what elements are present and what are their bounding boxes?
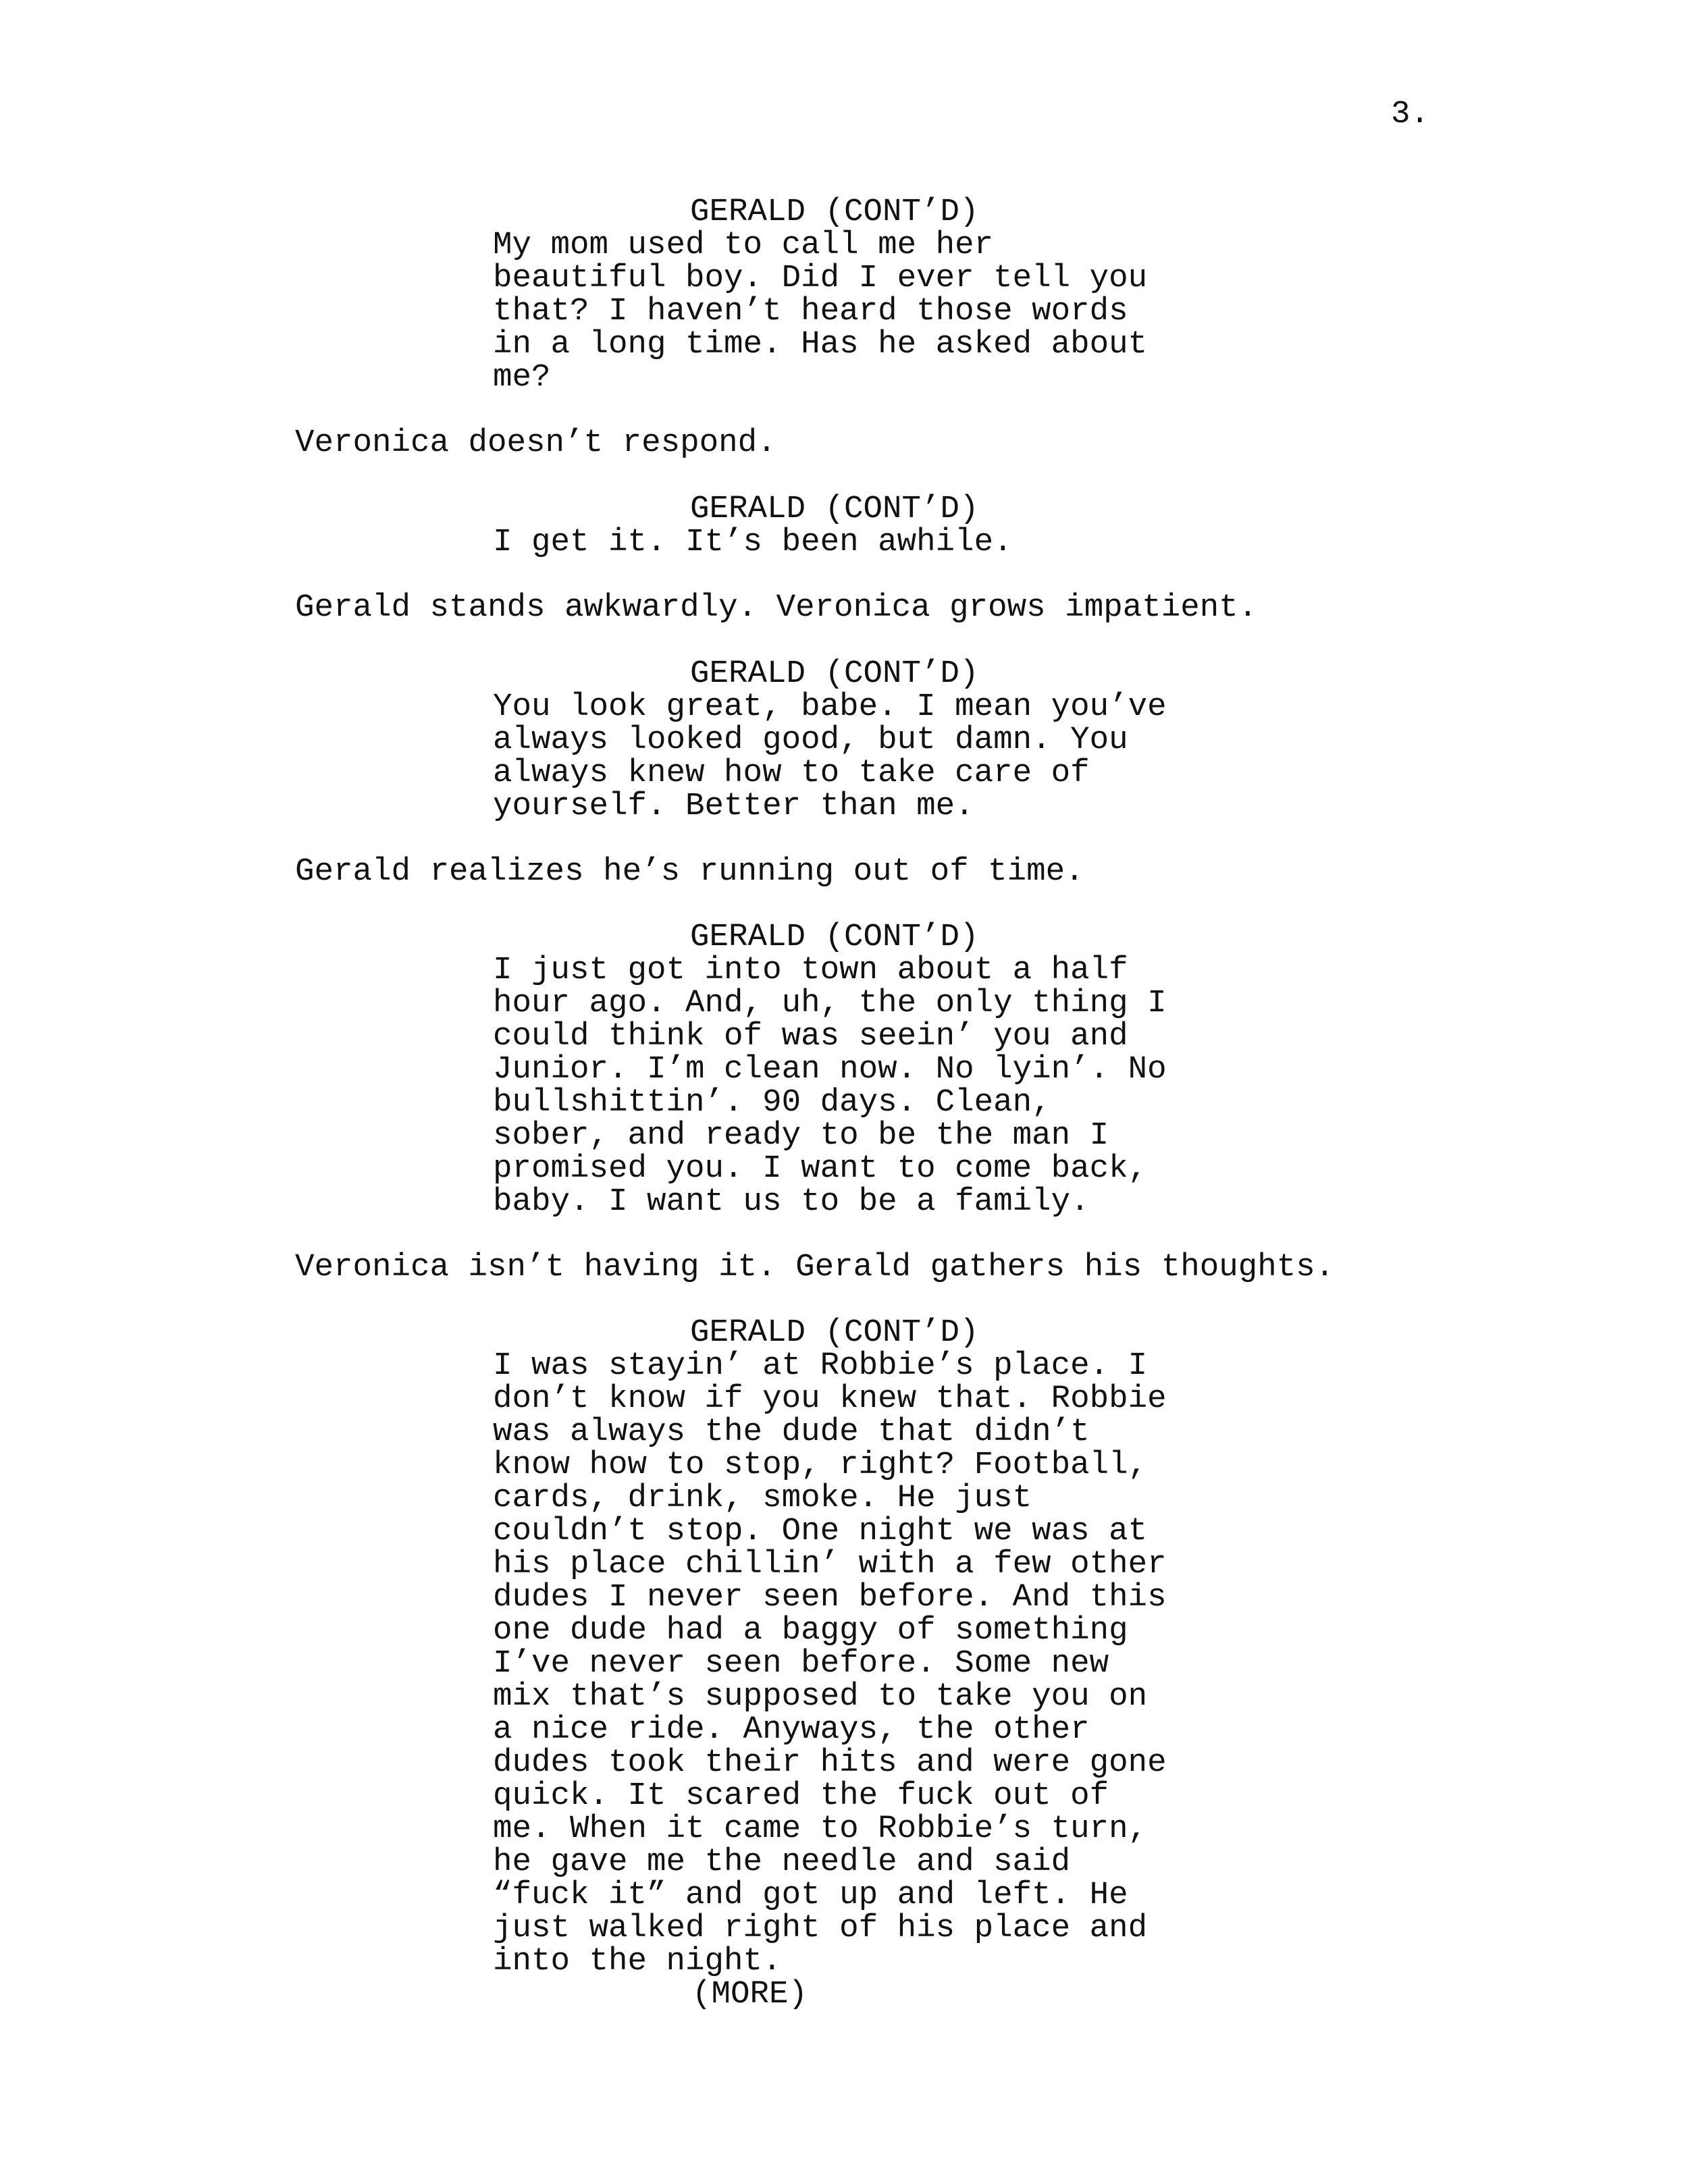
dialogue-block: I get it. It’s been awhile. (493, 524, 1013, 560)
dialogue-block: You look great, babe. I mean you’ve always looked good, but damn. You always knew how to take care of yourself. Better than me. (493, 689, 1167, 824)
character-cue: GERALD (CONT’D) (690, 656, 979, 692)
action-line: Gerald stands awkwardly. Veronica grows impatient. (295, 589, 1258, 626)
character-cue: GERALD (CONT’D) (690, 1314, 979, 1351)
action-line: Veronica doesn’t respond. (295, 425, 776, 461)
character-cue: GERALD (CONT’D) (690, 919, 979, 955)
dialogue-block: I just got into town about a half hour ago. And, uh, the only thing I could think of was seein’ you and Junior. I’m clean now. No lyin’. No bullshittin’. 90 days. Clean, sober, and ready to be the man I promised you. I want to come back, baby. I want us to be a family. (493, 952, 1167, 1220)
more-continuation: (MORE) (692, 1976, 808, 2013)
action-line: Veronica isn’t having it. Gerald gathers his thoughts. (295, 1249, 1335, 1285)
character-cue: GERALD (CONT’D) (690, 194, 979, 230)
character-cue: GERALD (CONT’D) (690, 491, 979, 527)
dialogue-block: My mom used to call me her beautiful boy. Did I ever tell you that? I haven’t heard those words in a long time. Has he asked about me? (493, 227, 1148, 396)
action-line: Gerald realizes he’s running out of time. (295, 853, 1084, 890)
dialogue-block: I was stayin’ at Robbie’s place. I don’t know if you knew that. Robbie was always the dude that didn’t know how to stop, right? Football, cards, drink, smoke. He just couldn’t stop. One night we was at his place chillin’ with a few other dudes I never seen before. And this one dude had a baggy of something I’ve never seen before. Some new mix that’s supposed to take you on a nice ride. Anyways, the other dudes took their hits and were gone quick. It scared the fuck out of me. When it came to Robbie’s turn, he gave me the needle and said “fuck it” and got up and left. He just walked right of his place and into the night. (493, 1348, 1167, 1979)
page-number: 3. (1391, 96, 1430, 132)
